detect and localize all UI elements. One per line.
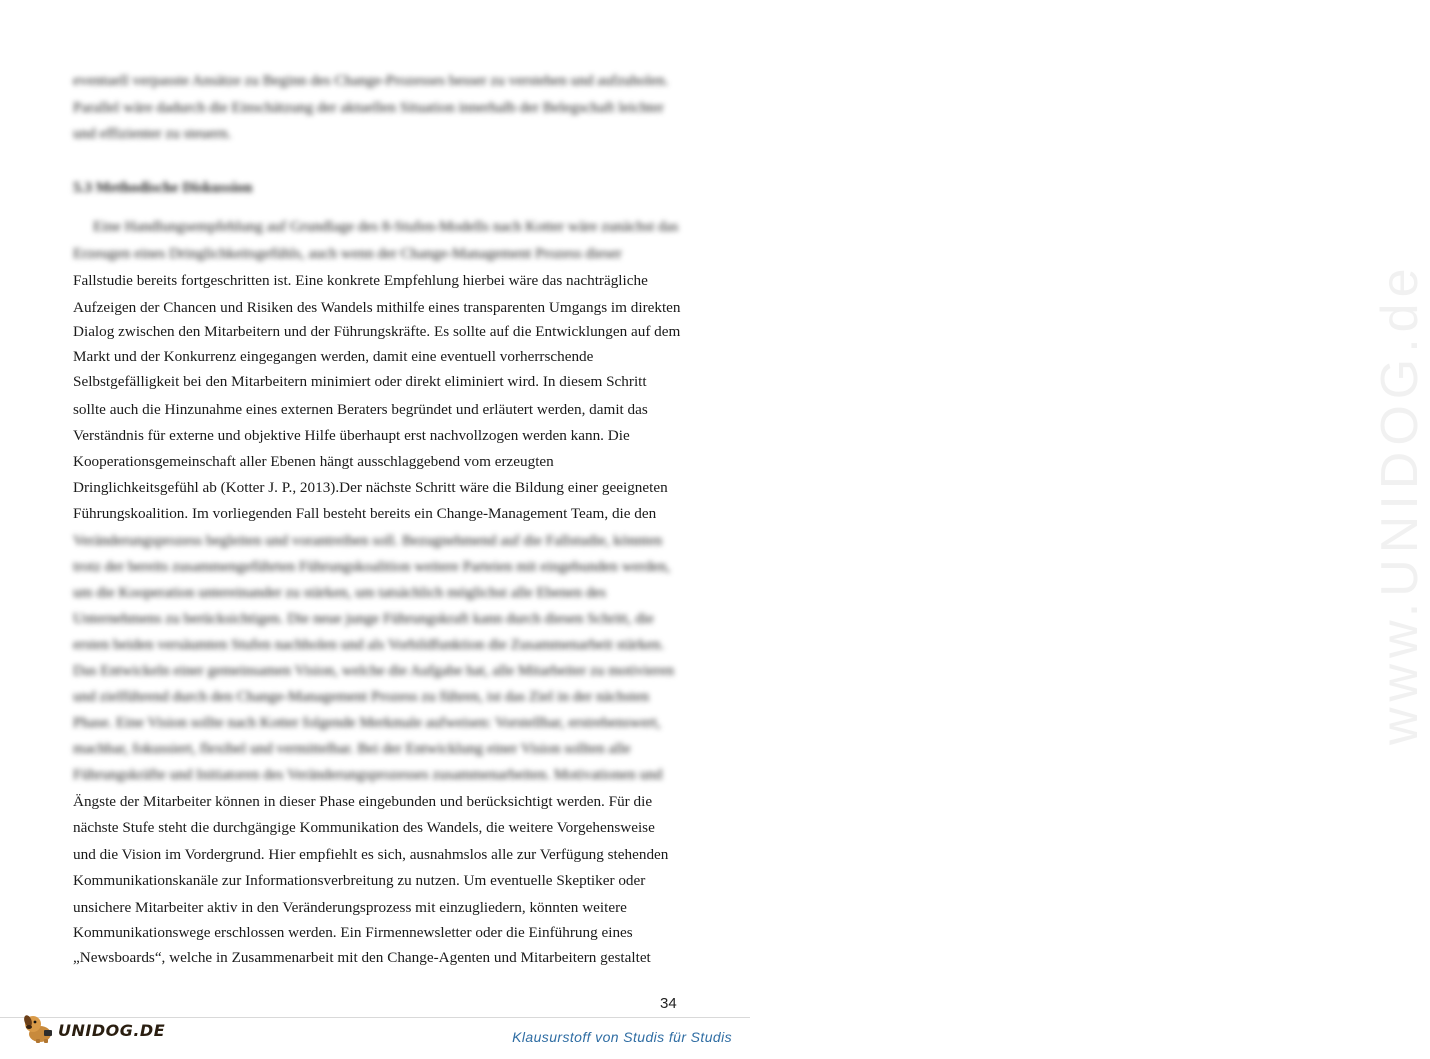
text-line: Dialog zwischen den Mitarbeitern und der Führungskräfte. Es sollte auf die Entwicklungen auf dem <box>73 323 681 340</box>
dog-mascot-icon <box>22 1012 56 1044</box>
page-number: 34 <box>660 995 677 1012</box>
text-line: Kooperationsgemeinschaft aller Ebenen hängt ausschlaggebend vom erzeugten <box>73 453 554 470</box>
text-line: und effizienter zu steuern. <box>73 125 232 142</box>
text-line: Das Entwickeln einer gemeinsamen Vision, welche die Aufgabe hat, alle Mitarbeiter zu motivieren <box>73 662 675 679</box>
text-line: Verständnis für externe und objektive Hilfe überhaupt erst nachvollzogen werden kann. Die <box>73 427 630 444</box>
text-line: unsichere Mitarbeiter aktiv in den Veränderungsprozess mit einzugliedern, könnten weitere <box>73 899 627 916</box>
text-line: Phase. Eine Vision sollte nach Kotter folgende Merkmale aufweisen: Vorstellbar, erstrebenswert, <box>73 714 661 731</box>
text-line: Kommunikationswege erschlossen werden. Ein Firmennewsletter oder die Einführung eines <box>73 924 633 941</box>
text-line: nächste Stufe steht die durchgängige Kommunikation des Wandels, die weitere Vorgehensweise <box>73 819 655 836</box>
watermark-text: www.UNIDOG.de <box>1371 262 1429 745</box>
text-line: Eine Handlungsempfehlung auf Grundlage des 8-Stufen-Modells nach Kotter wäre zunächst das <box>93 218 679 235</box>
text-line: eventuell verpasste Ansätze zu Beginn des Change-Prozesses besser zu verstehen und aufzuholen. <box>73 72 669 89</box>
unidog-logo <box>22 1012 165 1044</box>
text-line: Ängste der Mitarbeiter können in dieser Phase eingebunden und berücksichtigt werden. Für die <box>73 793 653 810</box>
text-line: Fallstudie bereits fortgeschritten ist. Eine konkrete Empfehlung hierbei wäre das nachträgliche <box>73 272 648 289</box>
footer-tagline: Klausurstoff von Studis für Studis <box>512 1029 732 1045</box>
text-line: Aufzeigen der Chancen und Risiken des Wandels mithilfe eines transparenten Umgangs im direkten <box>73 299 681 316</box>
text-line: Dringlichkeitsgefühl ab (Kotter J. P., 2013).Der nächste Schritt wäre die Bildung einer geeigneten <box>73 479 668 496</box>
text-line: Kommunikationskanäle zur Informationsverbreitung zu nutzen. Um eventuelle Skeptiker oder <box>73 872 646 889</box>
text-line: Parallel wäre dadurch die Einschätzung der aktuellen Situation innerhalb der Belegschaft leichter <box>73 99 664 116</box>
text-line: Führungskräfte und Initiatoren des Veränderungsprozesses zusammenarbeiten. Motivationen und <box>73 766 663 783</box>
logo-text: UNIDOG.DE <box>58 1021 166 1040</box>
text-line: ersten beiden versäumten Stufen nachholen und als Vorbildfunktion die Zusammenarbeit stärken. <box>73 636 665 653</box>
text-line: Unternehmens zu berücksichtigen. Die neue junge Führungskraft kann durch diesen Schritt, die <box>73 610 654 627</box>
text-line: und zielführend durch den Change-Management Prozess zu führen, ist das Ziel in der nächsten <box>73 688 650 705</box>
text-line: trotz der bereits zusammengeführten Führungskoalition weitere Parteien mit eingebunden werden, <box>73 558 671 575</box>
text-line: sollte auch die Hinzunahme eines externen Beraters begründet und erläutert werden, damit das <box>73 401 648 418</box>
text-line: Markt und der Konkurrenz eingegangen werden, damit eine eventuell vorherrschende <box>73 348 594 365</box>
text-line: Selbstgefälligkeit bei den Mitarbeitern minimiert oder direkt eliminiert wird. In diesem Schritt <box>73 373 647 390</box>
text-line: „Newsboards“, welche in Zusammenarbeit mit den Change-Agenten und Mitarbeitern gestaltet <box>73 949 651 966</box>
section-heading: 5.3 Methodische Diskussion <box>73 179 253 196</box>
text-line: um die Kooperation untereinander zu stärken, um tatsächlich möglichst alle Ebenen des <box>73 584 607 601</box>
text-line: Erzeugen eines Dringlichkeitsgefühls, auch wenn der Change-Management Prozess dieser <box>73 245 622 262</box>
text-line: Führungskoalition. Im vorliegenden Fall besteht bereits ein Change-Management Team, die den <box>73 505 657 522</box>
text-line: machbar, fokussiert, flexibel und vermittelbar. Bei der Entwicklung einer Vision sollten alle <box>73 740 631 757</box>
text-line: und die Vision im Vordergrund. Hier empfiehlt es sich, ausnahmslos alle zur Verfügung stehenden <box>73 846 669 863</box>
text-line: Veränderungsprozess begleiten und vorantreiben soll. Bezugnehmend auf die Fallstudie, könnten <box>73 532 663 549</box>
